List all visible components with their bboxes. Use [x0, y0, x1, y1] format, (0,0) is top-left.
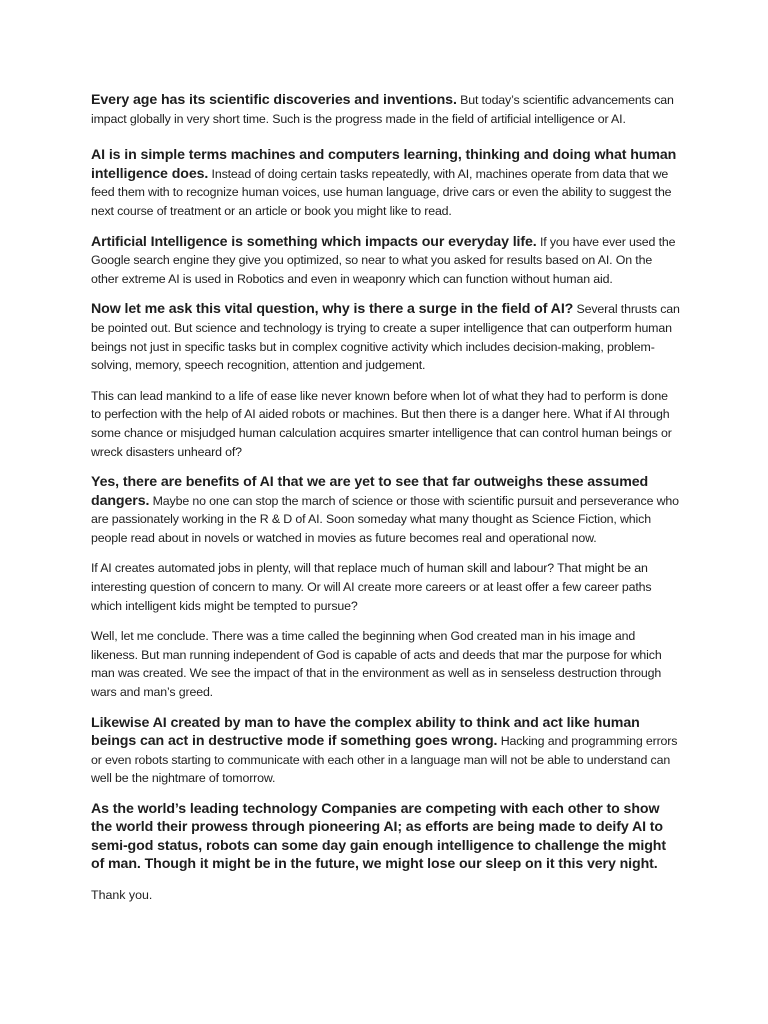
paragraph-9-body: Hacking and programming errors or even robots starting to communicate with each other in a language man will not be able to understand can well be the nightmare of tomorrow. — [91, 734, 678, 786]
paragraph-2 — [91, 146, 681, 220]
paragraph-3-body: If you have ever used the Google search engine they give you optimized, so near to what you asked for results based on AI. On the other extreme AI is used in Robotics and even in weaponry which can function without human aid. — [91, 234, 676, 286]
paragraph-3 — [91, 233, 681, 289]
paragraph-7-body: If AI creates automated jobs in plenty, will that replace much of human skill and labour? That might be an interesting question of concern to many. Or will AI create more careers or at least offer a few career paths which intelligent kids might be tempted to pursue? — [91, 561, 652, 613]
thank-you-line: Thank you. — [91, 887, 153, 902]
paragraph-1-body: But today’s scientific advancements can impact globally in very short time. Such is the progress made in the field of artificial intelligence or AI. — [91, 93, 674, 126]
paragraph-4-lead: Now let me ask this vital question, why is there a surge in the field of AI? — [91, 301, 574, 318]
paragraph-1 — [91, 91, 681, 128]
paragraph-9-lead: Likewise AI created by man to have the complex ability to think and act like human beings can act in destructive mode if something goes wrong. — [91, 714, 640, 750]
paragraph-3-lead: Artificial Intelligence is something which impacts our everyday life. — [91, 233, 537, 250]
paragraph-2-lead: AI is in simple terms machines and computers learning, thinking and doing what human intelligence does. — [91, 147, 677, 182]
paragraph-1-lead: Every age has its scientific discoveries and inventions. — [91, 92, 457, 108]
paragraph-2-body: Instead of doing certain tasks repeatedly, with AI, machines operate from data that we feed them with to recognize human voices, use human language, drive cars or even the ability to suggest the next course of treatment or an article or book you might like to read. — [91, 166, 672, 218]
closing-paragraph: As the world’s leading technology Companies are competing with each other to show the world their prowess through pioneering AI; as efforts are being made to deify AI to semi-god status, robots can some day gain enough intelligence to challenge the might of man. Though it might be in the future, we might lose our sleep on it this very night. — [91, 801, 666, 873]
paragraph-6-body: Maybe no one can stop the march of science or those with scientific pursuit and perseverance who are passionately working in the R & D of AI. Soon someday what many thought as Science Fiction, which people read about in novels or watched in movies as future becomes real and operational now. — [91, 493, 679, 545]
paragraph-4-body: Several thrusts can be pointed out. But science and technology is trying to create a super intelligence that can outperform human beings not just in specific tasks but in complex cognitive activity which includes decision-making, problem-solving, memory, speech recognition, attention and judgement. — [91, 302, 680, 373]
paragraph-6 — [91, 473, 681, 547]
paragraph-5-body: This can lead mankind to a life of ease like never known before when lot of what they had to perform is done to perfection with the help of AI aided robots or machines. But then there is a danger here. What if AI through some chance or misjudged human calculation acquires smarter intelligence that can control human beings or wreck disasters unheard of? — [91, 388, 672, 459]
paragraph-8 — [91, 627, 681, 701]
paragraph-4 — [91, 300, 681, 374]
paragraph-8-body: Well, let me conclude. There was a time called the beginning when God created man in his image and likeness. But man running independent of God is capable of acts and deeds that mar the purpose for which man was created. We see the impact of that in the environment as well as in senseless destruction through wars and man’s greed. — [91, 629, 662, 700]
paragraph-5 — [91, 387, 681, 461]
document-page — [91, 91, 681, 904]
paragraph-7 — [91, 559, 681, 615]
paragraph-6-lead: Yes, there are benefits of AI that we are yet to see that far outweighs these assumed dangers. — [91, 474, 649, 509]
paragraph-9 — [91, 714, 681, 788]
